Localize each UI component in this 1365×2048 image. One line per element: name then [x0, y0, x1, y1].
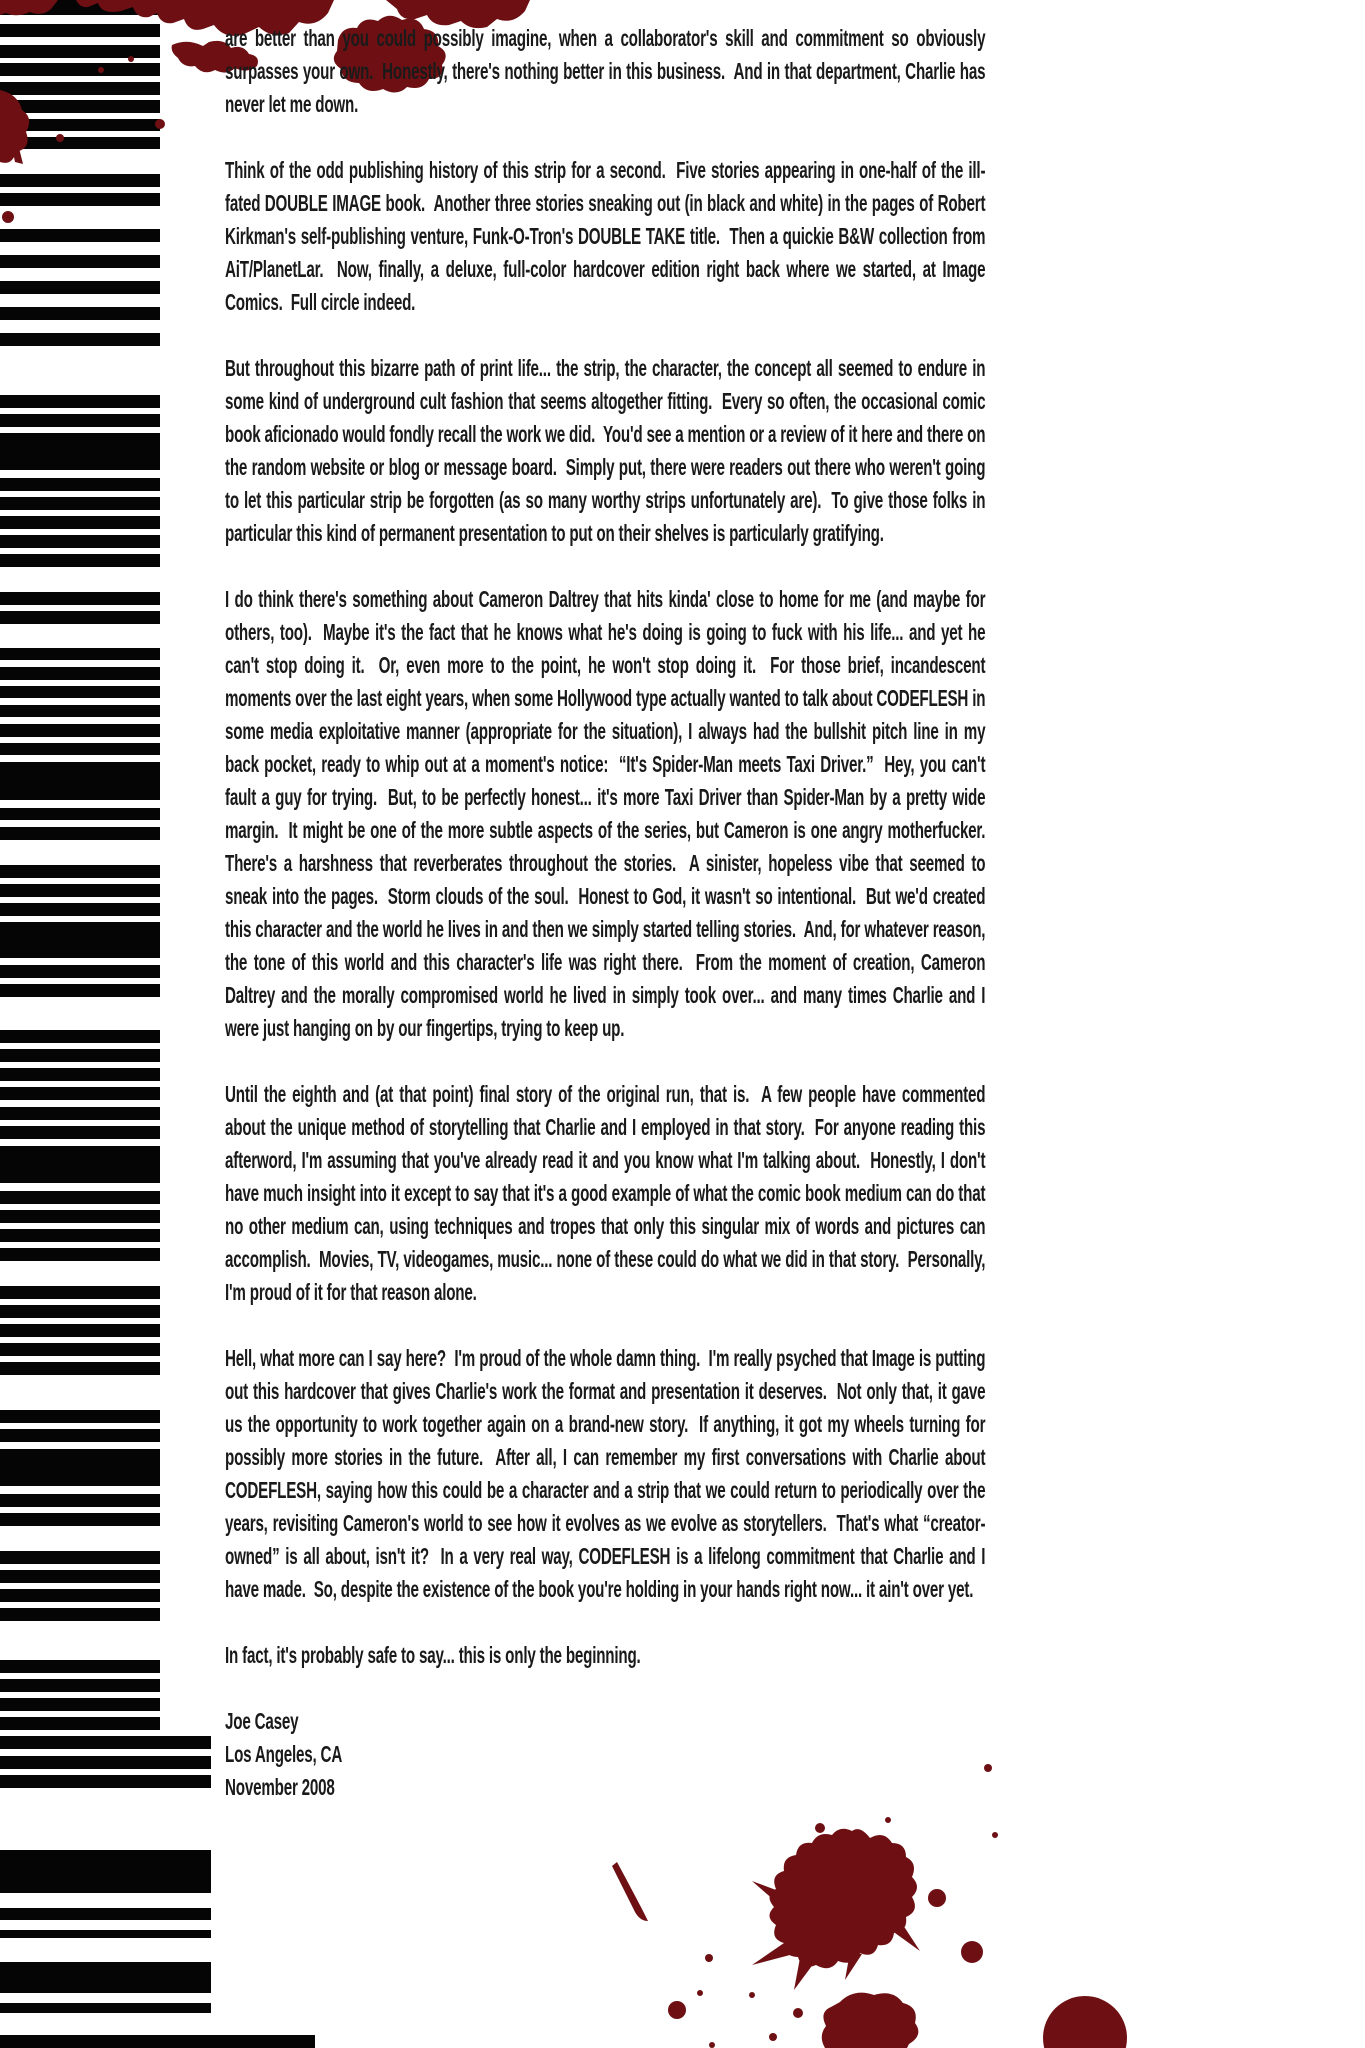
stripe-bar: [0, 1030, 160, 1043]
stripe-bar: [0, 808, 160, 820]
stripe-bar: [0, 307, 160, 320]
stripe-bar: [0, 1908, 211, 1920]
stripe-bar: [0, 592, 160, 605]
stripe-bar: [0, 1324, 160, 1337]
stripe-bar: [0, 667, 160, 680]
paragraph: I do think there's something about Cameron Daltrey that hits kinda' close to home for me (and maybe for others, too). Maybe it's the fact that he knows what he's doing is going to fuck with his life... and yet he can't stop doing it. Or, even more to the point, he won't stop doing it. For those brief, incandescent moments over the last eight years, when some Hollywood type actually wanted to talk about CODEFLESH in some media exploitative manner (appropriate for the situation), I always had the bullshit pitch line in my back pocket, ready to whip out at a moment's notice: “It's Spider-Man meets Taxi Driver.” Hey, you can't fault a guy for trying. But, to be perfectly honest... it's more Taxi Driver than Spider-Man by a pretty wide margin. It might be one of the more subtle aspects of the series, but Cameron is one angry motherfucker. There's a harshness that reverberates throughout the stories. A sinister, hopeless vibe that seemed to sneak into the pages. Storm clouds of the soul. Honest to God, it wasn't so intentional. But we'd created this character and the world he lives in and then we simply started telling stories. And, for whatever reason, the tone of this world and this character's life was right there. From the moment of creation, Cameron Daltrey and the morally compromised world he lived in simply took over... and many times Charlie and I were just hanging on by our fingertips, trying to keep up.: [225, 586, 994, 1041]
stripe-bar: [0, 865, 160, 878]
stripe-bar: [0, 414, 160, 427]
stripe-bar: [0, 333, 160, 346]
stripe-bar: [0, 1146, 160, 1183]
paragraph: Think of the odd publishing history of this strip for a second. Five stories appearing in one-half of the ill-fated DOUBLE IMAGE book. Another three stories sneaking out (in black and white) in the pages of Robert Kirkman's self-publishing venture, Funk-O-Tron's DOUBLE TAKE title. Then a quickie B&W collection from AiT/PlanetLar. Now, finally, a deluxe, full-color hardcover edition right back where we started, at Image Comics. Full circle indeed.: [225, 157, 990, 315]
stripe-bar: [0, 705, 160, 717]
stripe-bar: [0, 1494, 160, 1507]
paragraph: But throughout this bizarre path of print life... the strip, the character, the concept all seemed to endure in some kind of underground cult fashion that seems altogether fitting. Every so often, the occasional comic book aficionado would fondly recall the work we did. You'd see a mention or a review of it here and there on the random website or blog or message board. Simply put, there were readers out there who weren't going to let this particular strip be forgotten (as so many worthy strips unfortunately are). To give those folks in particular this kind of permanent presentation to put on their shelves is particularly gratifying.: [225, 355, 990, 546]
stripe-bar: [0, 1429, 160, 1442]
stripe-bar: [0, 1210, 160, 1223]
stripe-bar: [0, 1229, 160, 1242]
stripe-bar: [0, 965, 160, 978]
stripe-bar: [0, 1107, 160, 1120]
stripe-bar: [0, 648, 160, 660]
stripe-bar: [0, 1305, 160, 1318]
stripe-bar: [0, 1286, 160, 1299]
paragraphs: [225, 22, 994, 1672]
stripe-bar: [0, 2035, 315, 2048]
stripe-bar: [0, 1449, 160, 1486]
stripe-bar: [0, 497, 160, 510]
stripe-bar: [0, 611, 160, 624]
paragraph: are better than you could possibly imagine, when a collaborator's skill and commitment so obviously surpasses your own. Honestly, there's nothing better in this business. And in that department, Charlie has never let me down.: [225, 25, 990, 117]
stripe-bar: [0, 554, 160, 567]
stripe-bar: [0, 1191, 160, 1204]
stripe-bar: [0, 884, 160, 897]
stripe-bar: [0, 1126, 160, 1139]
stripe-bar: [0, 1570, 160, 1583]
stripe-bar: [0, 1608, 160, 1621]
stripe-bar: [0, 1513, 160, 1526]
stripe-bar: [0, 1410, 160, 1423]
stripe-bar: [0, 743, 160, 755]
stripe-bar: [0, 1850, 211, 1893]
paragraph: Hell, what more can I say here? I'm proud of the whole damn thing. I'm really psyched that Image is putting out this hardcover that gives Charlie's work the format and presentation it deserves. Not only that, it gave us the opportunity to work together again on a brand-new story. If anything, it got my wheels turning for possibly more stories in the future. After all, I can remember my first conversations with Charlie about CODEFLESH, saying how this could be a character and a strip that we could return to periodically over the years, revisiting Cameron's world to see how it evolves as we evolve as storytellers. That's what “creator-owned” is all about, isn't it? In a very real way, CODEFLESH is a lifelong commitment that Charlie and I have made. So, despite the existence of the book you're holding in your hands right now... it ain't over yet.: [225, 1345, 990, 1602]
stripe-bar: [0, 1589, 160, 1602]
stripe-bar: [0, 433, 160, 470]
stripe-bar: [0, 984, 160, 997]
stripe-bar: [0, 1930, 211, 1938]
stripe-bar: [0, 827, 160, 840]
signature-block: [225, 1705, 985, 1804]
stripe-bar: [0, 1736, 211, 1749]
stripe-bar: [0, 255, 160, 268]
stripe-bar: [0, 1679, 160, 1692]
stripe-bar: [0, 535, 160, 548]
stripe-bar: [0, 724, 160, 737]
stripe-bar: [0, 2003, 211, 2013]
stripe-bar: [0, 1717, 160, 1730]
stripe-bar: [0, 1698, 160, 1711]
stripe-bar: [0, 1775, 211, 1788]
signature-location: Los Angeles, CA: [225, 1741, 343, 1767]
stripe-bar: [0, 1068, 160, 1081]
stripe-bar: [0, 1248, 160, 1261]
stripe-bar: [0, 281, 160, 294]
stripe-bar: [0, 1343, 160, 1356]
stripe-bar: [0, 762, 160, 800]
stripe-bar: [0, 686, 160, 698]
afterword-text: [225, 22, 994, 1804]
stripe-bar: [0, 1756, 211, 1769]
signature-date: November 2008: [225, 1774, 335, 1800]
stripe-bar: [0, 1049, 160, 1062]
signature-name: Joe Casey: [225, 1708, 299, 1734]
stripe-bar: [0, 1087, 160, 1100]
stripe-bar: [0, 478, 160, 491]
paragraph: Until the eighth and (at that point) final story of the original run, that is. A few people have commented about the unique method of storytelling that Charlie and I employed in that story. For anyone reading this afterword, I'm assuming that you've already read it and you know what I'm talking about. Honestly, I don't have much insight into it except to say that it's a good example of what the comic book medium can do that no other medium can, using techniques and tropes that only this singular mix of words and pictures can accomplish. Movies, TV, videogames, music... none of these could do what we did in that story. Personally, I'm proud of it for that reason alone.: [225, 1081, 990, 1305]
stripe-bar: [0, 1551, 160, 1564]
stripe-bar: [0, 1362, 160, 1375]
stripe-bar: [0, 903, 160, 916]
stripe-bar: [0, 922, 160, 958]
stripe-bar: [0, 1660, 160, 1673]
stripe-bar: [0, 516, 160, 529]
stripe-bar: [0, 395, 160, 408]
stripe-bar: [0, 1962, 211, 1993]
paragraph: In fact, it's probably safe to say... this is only the beginning.: [225, 1642, 641, 1668]
